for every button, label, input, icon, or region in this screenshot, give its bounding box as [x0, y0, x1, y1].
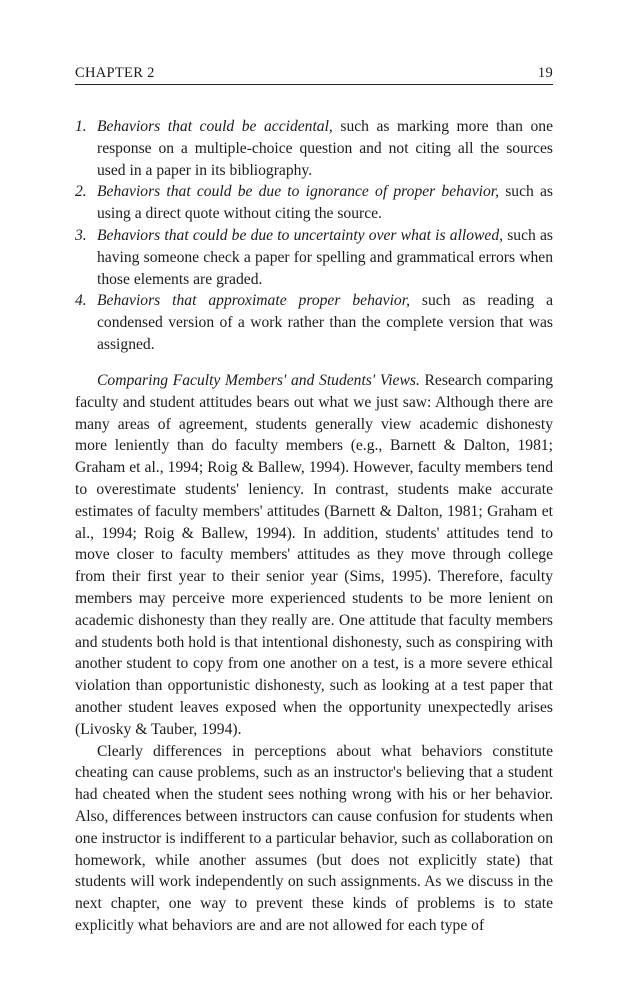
section-heading: Comparing Faculty Members' and Students' Views.	[97, 372, 420, 389]
list-item	[75, 116, 553, 181]
list-item-description: such as marking more than one response on a multiple-choice question and not citing all the sources used in a paper in its bibliography.	[97, 118, 553, 179]
list-item-description: such as using a direct quote without citing the source.	[97, 183, 553, 223]
list-item-text	[97, 116, 553, 181]
section-body	[75, 370, 553, 937]
page-number: 19	[537, 65, 553, 81]
list-item-text	[97, 290, 553, 355]
list-item-number: 4.	[75, 292, 87, 310]
behavior-list	[75, 116, 553, 356]
list-item-term: Behaviors that could be accidental,	[97, 118, 333, 135]
list-item-description: such as reading a condensed version of a work rather than the complete version that was assigned.	[97, 292, 553, 353]
list-item-description: such as having someone check a paper for spelling and grammatical errors when those elements are graded.	[97, 226, 553, 288]
list-item-number: 3.	[75, 226, 87, 244]
paragraph-text: Research comparing faculty and student attitudes bears out what we just saw: Although there are many areas of agreement, students generally view academic dishonesty more leniently than do faculty members (e.g., Barnett & Dalton, 1981; Graham et al., 1994; Roig & Ballew, 1994). However, faculty members tend to overestimate students' leniency. In contrast, students make accurate estimates of faculty members' attitudes (Barnett & Dalton, 1981; Graham et al., 1994; Roig & Ballew, 1994). In addition, students' attitudes tend to move closer to faculty members' attitudes as they move through college from their first year to their senior year (Sims, 1995). Therefore, faculty members may perceive more experienced students to be more lenient on academic dishonesty than they really are. One attitude that faculty members and students both hold is that intentional dishonesty, such as conspiring with another student to copy from one another on a test, is a more severe ethical violation than opportunistic dishonesty, such as looking at a test paper that another student leaves exposed when the opportunity unexpectedly arises (Livosky & Tauber, 1994).	[75, 372, 553, 738]
running-header	[75, 65, 553, 85]
list-item	[75, 181, 553, 225]
list-item-text	[97, 181, 553, 225]
paragraph	[75, 370, 553, 741]
list-item-number: 1.	[75, 118, 87, 135]
chapter-label: CHAPTER 2	[75, 65, 155, 81]
list-item-term: Behaviors that could be due to ignorance of proper behavior,	[97, 183, 500, 201]
list-item-text	[97, 225, 553, 290]
list-item-number: 2.	[75, 183, 87, 201]
list-item	[75, 225, 553, 290]
list-item-term: Behaviors that approximate proper behavior,	[97, 292, 410, 310]
list-item	[75, 290, 553, 355]
list-item-term: Behaviors that could be due to uncertainty over what is allowed,	[97, 226, 504, 244]
paragraph: Clearly differences in perceptions about what behaviors constitute cheating can cause problems, such as an instructor's believing that a student had cheated when the student sees nothing wrong with his or her behavior. Also, differences between instructors can cause confusion for students when one instructor is indifferent to a particular behavior, such as collaboration on homework, while another assumes (but does not explicitly state) that students will work independently on such assignments. As we discuss in the next chapter, one way to prevent these kinds of problems is to state explicitly what behaviors are and are not allowed for each type of	[75, 742, 553, 934]
